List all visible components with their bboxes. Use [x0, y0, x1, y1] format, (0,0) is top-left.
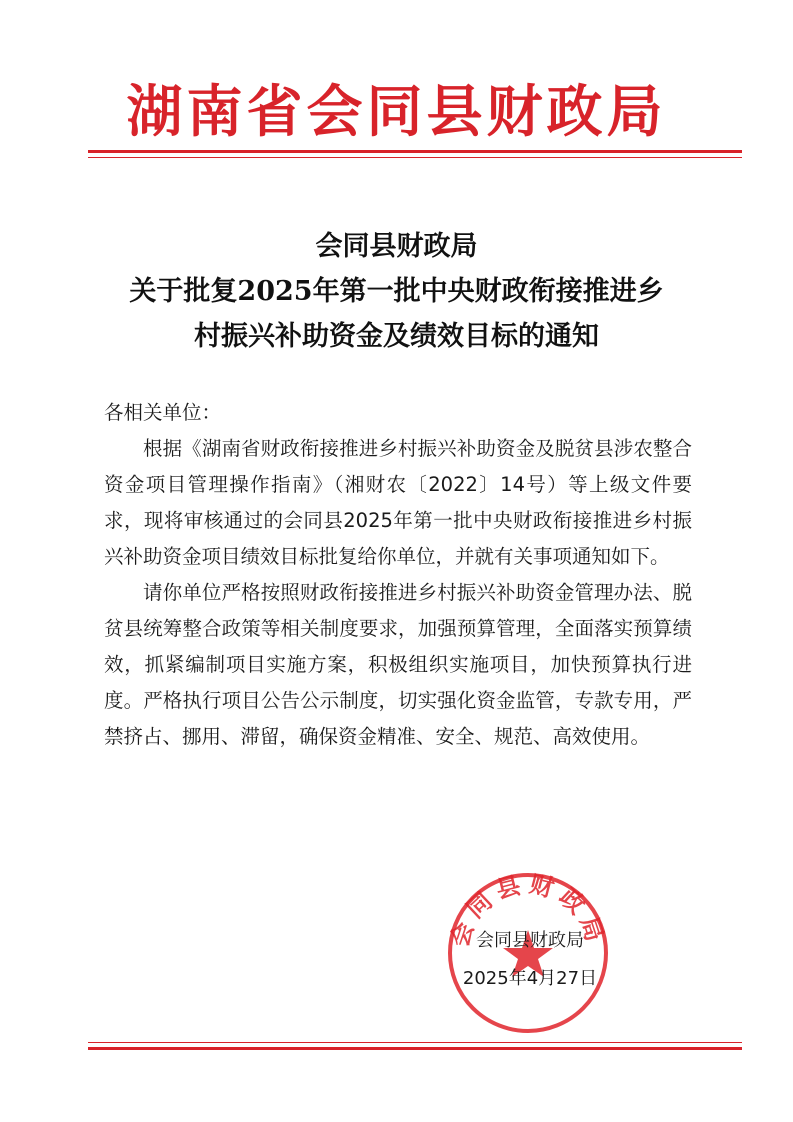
signature-date: 2025年4月27日	[462, 968, 598, 989]
document-title	[60, 224, 733, 359]
salutation: 各相关单位：	[104, 401, 222, 424]
signature-block	[440, 922, 620, 998]
document-body	[104, 395, 692, 755]
footer-divider	[88, 1047, 742, 1050]
paragraph-2: 请你单位严格按照财政衔接推进乡村振兴补助资金管理办法、脱贫县统筹整合政策等相关制度要求，加强预算管理，全面落实预算绩效，抓紧编制项目实施方案，积极组织实施项目，加快预算执行进度。严格执行项目公告公示制度，切实强化资金监管，专款专用，严禁挤占、挪用、滞留，确保资金精准、安全、规范、高效使用。	[104, 581, 692, 748]
title-line-3: 村振兴补助资金及绩效目标的通知	[194, 321, 599, 352]
title-line-2: 关于批复2025年第一批中央财政衔接推进乡	[129, 276, 664, 307]
title-line-1: 会同县财政局	[315, 231, 478, 262]
masthead-divider	[88, 150, 742, 153]
seal-text: 会同县财政局	[445, 869, 611, 951]
masthead-org-name: 湖南省会同县财政局	[126, 80, 667, 145]
masthead-divider-thin	[88, 157, 742, 158]
paragraph-1: 根据《湖南省财政衔接推进乡村振兴补助资金及脱贫县涉农整合资金项目管理操作指南》（湘财农〔2022〕14号）等上级文件要求，现将审核通过的会同县2025年第一批中央财政衔接推进乡村振兴补助资金项目绩效目标批复给你单位，并就有关事项通知如下。	[104, 437, 692, 568]
signature-org: 会同县财政局	[476, 930, 584, 951]
footer-divider-thin	[88, 1042, 742, 1043]
